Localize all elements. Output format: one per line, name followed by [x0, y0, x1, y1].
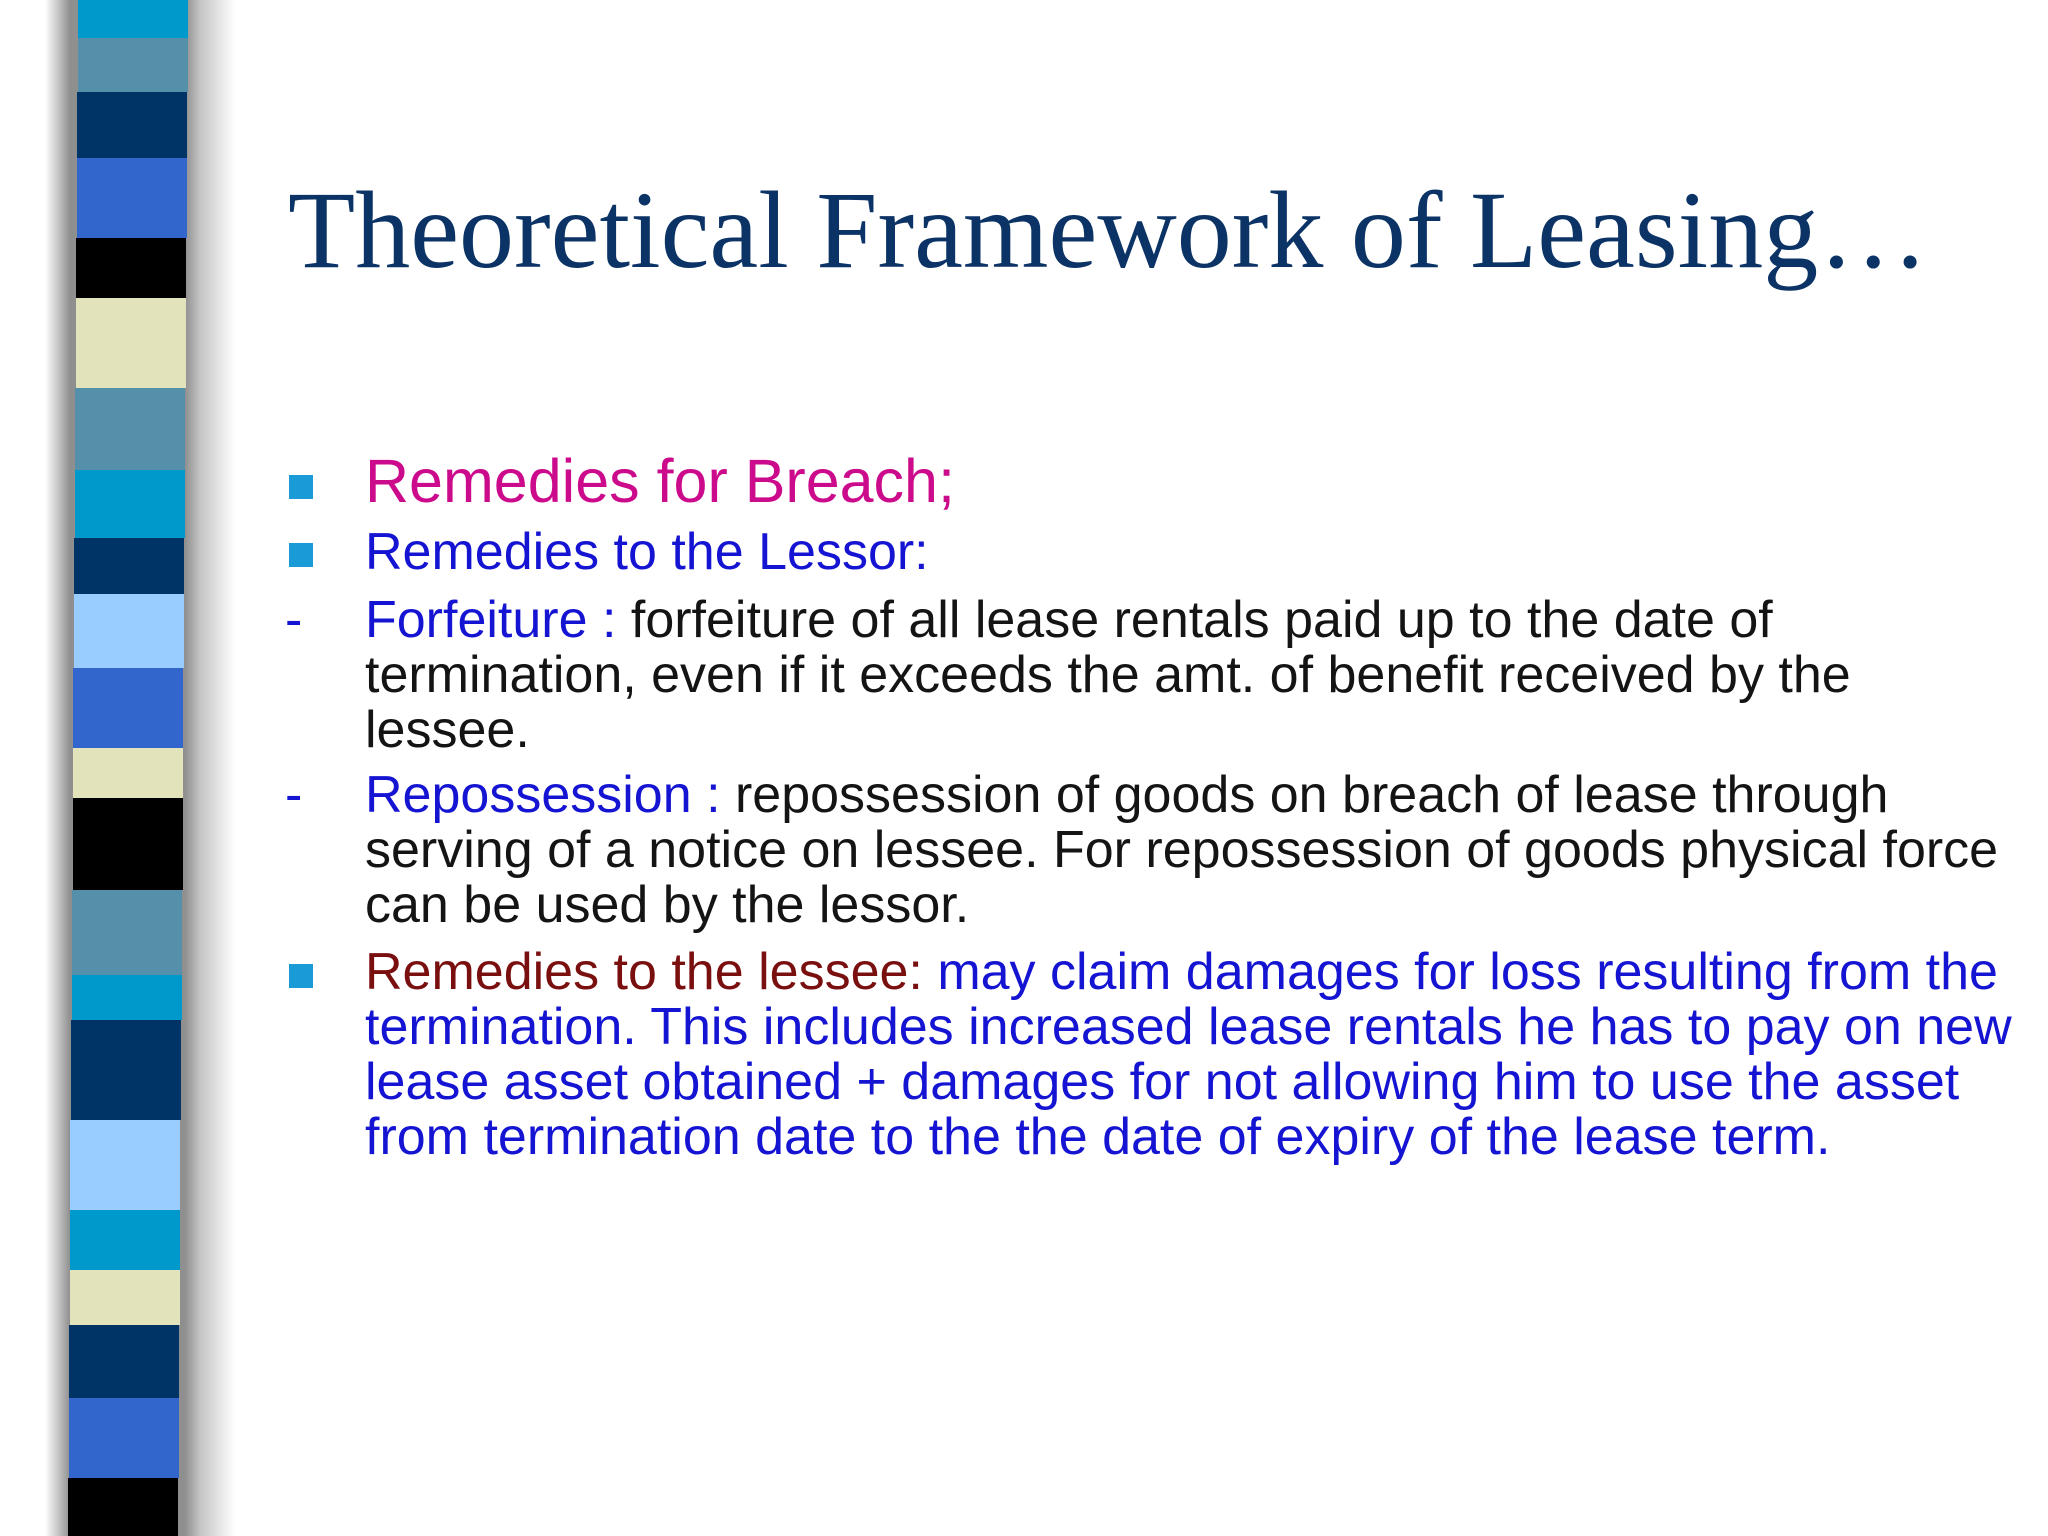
decorative-stripe	[76, 238, 186, 298]
decorative-stripe	[75, 470, 185, 538]
decorative-stripe	[69, 1398, 179, 1478]
lessee-label: Remedies to the lessee:	[365, 943, 923, 1001]
decorative-stripe	[72, 890, 182, 975]
slide-title: Theoretical Framework of Leasing…	[288, 169, 1929, 291]
decorative-stripe	[70, 1120, 180, 1210]
decorative-stripe	[73, 748, 183, 798]
sub-item-dash: -	[285, 766, 303, 824]
decorative-stripe	[75, 388, 185, 470]
sub-item-text: forfeiture of all lease rentals paid up to the date of termination, even if it exceeds the amt. of benefit received by the lessee.	[365, 591, 1851, 759]
sub-item-text: repossession of goods on breach of lease through serving of a notice on lessee. For repossession of goods physical force can be used by the lessor.	[365, 766, 1999, 934]
sub-item-dash: -	[285, 591, 303, 649]
decorative-stripe	[71, 1020, 181, 1120]
decorative-stripe	[70, 1210, 180, 1270]
bullet-item-remedies-for-breach	[285, 445, 2025, 517]
decorative-stripe	[78, 38, 188, 92]
lessee-text: may claim damages for loss resulting from the termination. This includes increased lease rentals he has to pay on new lease asset obtained + damages for not allowing him to use the asset from termination date to the the date of expiry of the lease term.	[365, 943, 2012, 1166]
square-bullet-icon	[289, 475, 313, 499]
square-bullet-icon	[289, 964, 313, 988]
decorative-stripe	[73, 798, 183, 890]
sub-item-forfeiture	[285, 593, 2025, 758]
bullet-text: Remedies to the Lessor:	[365, 523, 929, 581]
decorative-stripe	[74, 594, 184, 668]
sub-item-label: Forfeiture :	[365, 591, 617, 649]
decorative-stripe	[72, 975, 182, 1020]
decorative-stripe	[77, 158, 187, 238]
decorative-stripe	[70, 1270, 180, 1325]
decorative-stripe	[78, 0, 188, 38]
slide-content	[285, 445, 2025, 1165]
bullet-item-remedies-to-lessor	[285, 521, 2025, 583]
decorative-stripe	[77, 92, 187, 158]
decorative-striped-band	[0, 0, 235, 1536]
decorative-stripe	[73, 668, 183, 748]
bullet-text: Remedies for Breach;	[365, 447, 955, 515]
decorative-stripe	[74, 538, 184, 594]
decorative-stripe	[68, 1478, 178, 1536]
sub-item-label: Repossession :	[365, 766, 721, 824]
bullet-item-remedies-to-lessee	[285, 945, 2025, 1165]
square-bullet-icon	[289, 543, 313, 567]
decorative-stripe	[76, 298, 186, 388]
sub-item-repossession	[285, 768, 2025, 933]
decorative-stripe	[69, 1325, 179, 1398]
